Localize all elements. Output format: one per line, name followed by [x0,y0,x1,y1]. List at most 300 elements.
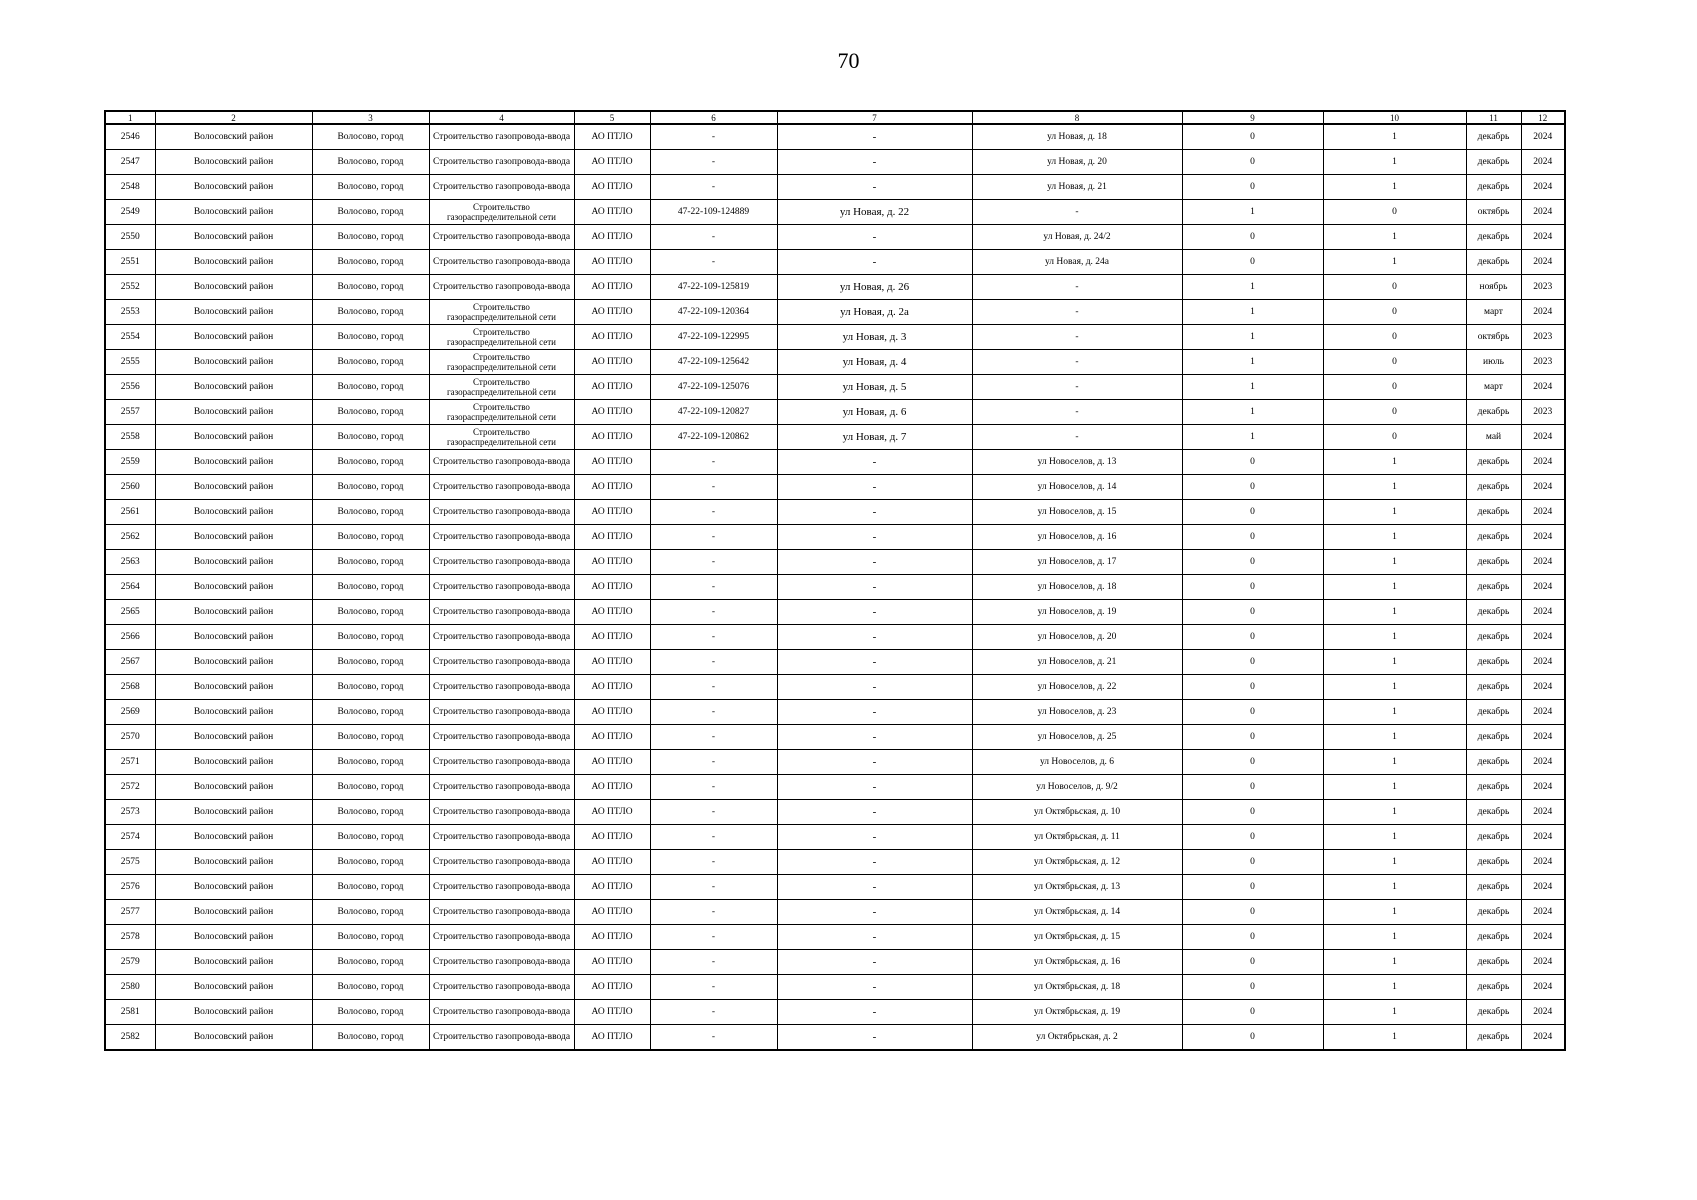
work-type-cell: Строительство газопровода-ввода [429,775,574,800]
district-cell: Волосовский район [155,425,312,450]
locality-cell: Волосово, город [312,525,429,550]
operator-cell: АО ПТЛО [574,500,650,525]
district-cell: Волосовский район [155,950,312,975]
object-address-cell: ул Новая, д. 5 [777,375,972,400]
work-type-cell: Строительство газораспределительной сети [429,375,574,400]
object-address-cell: - [777,1025,972,1051]
district-cell: Волосовский район [155,1000,312,1025]
month-cell: декабрь [1466,500,1521,525]
row-number-cell: 2573 [105,800,155,825]
permit-number-cell: - [650,1025,777,1051]
count-inputs-cell: 1 [1323,625,1466,650]
table-row [105,900,1565,925]
locality-cell: Волосово, город [312,200,429,225]
count-inputs-cell: 1 [1323,175,1466,200]
table-row [105,150,1565,175]
permit-number-cell: 47-22-109-120827 [650,400,777,425]
work-type-cell: Строительство газопровода-ввода [429,1025,574,1051]
object-address-cell: - [777,525,972,550]
input-address-cell: ул Октябрьская, д. 10 [972,800,1182,825]
operator-cell: АО ПТЛО [574,550,650,575]
operator-cell: АО ПТЛО [574,275,650,300]
input-address-cell: ул Новоселов, д. 22 [972,675,1182,700]
year-cell: 2024 [1521,925,1565,950]
permit-number-cell: - [650,675,777,700]
year-cell: 2024 [1521,550,1565,575]
operator-cell: АО ПТЛО [574,900,650,925]
month-cell: декабрь [1466,150,1521,175]
work-type-cell: Строительство газопровода-ввода [429,225,574,250]
row-number-cell: 2572 [105,775,155,800]
object-address-cell: ул Новая, д. 3 [777,325,972,350]
operator-cell: АО ПТЛО [574,225,650,250]
object-address-cell: - [777,550,972,575]
row-number-cell: 2575 [105,850,155,875]
locality-cell: Волосово, город [312,475,429,500]
work-type-cell: Строительство газораспределительной сети [429,400,574,425]
permit-number-cell: - [650,800,777,825]
count-inputs-cell: 0 [1323,325,1466,350]
operator-cell: АО ПТЛО [574,575,650,600]
locality-cell: Волосово, город [312,750,429,775]
input-address-cell: ул Новоселов, д. 25 [972,725,1182,750]
object-address-cell: - [777,250,972,275]
district-cell: Волосовский район [155,925,312,950]
count-network-cell: 1 [1182,325,1323,350]
district-cell: Волосовский район [155,700,312,725]
object-address-cell: - [777,450,972,475]
year-cell: 2024 [1521,475,1565,500]
table-row [105,675,1565,700]
input-address-cell: - [972,425,1182,450]
month-cell: декабрь [1466,700,1521,725]
month-cell: декабрь [1466,925,1521,950]
year-cell: 2024 [1521,375,1565,400]
input-address-cell: ул Октябрьская, д. 19 [972,1000,1182,1025]
table-row [105,425,1565,450]
table-row [105,850,1565,875]
district-cell: Волосовский район [155,250,312,275]
permit-number-cell: - [650,550,777,575]
count-network-cell: 1 [1182,275,1323,300]
col-header-7: 7 [777,111,972,124]
work-type-cell: Строительство газораспределительной сети [429,200,574,225]
district-cell: Волосовский район [155,150,312,175]
month-cell: декабрь [1466,875,1521,900]
table-row [105,350,1565,375]
object-address-cell: - [777,150,972,175]
permit-number-cell: 47-22-109-122995 [650,325,777,350]
count-network-cell: 0 [1182,600,1323,625]
row-number-cell: 2548 [105,175,155,200]
count-inputs-cell: 1 [1323,875,1466,900]
operator-cell: АО ПТЛО [574,350,650,375]
row-number-cell: 2568 [105,675,155,700]
work-type-cell: Строительство газораспределительной сети [429,300,574,325]
count-network-cell: 0 [1182,500,1323,525]
page-number: 70 [837,48,860,73]
count-network-cell: 1 [1182,375,1323,400]
year-cell: 2024 [1521,575,1565,600]
col-header-2: 2 [155,111,312,124]
input-address-cell: - [972,275,1182,300]
row-number-cell: 2564 [105,575,155,600]
row-number-cell: 2566 [105,625,155,650]
count-inputs-cell: 1 [1323,900,1466,925]
work-type-cell: Строительство газопровода-ввода [429,800,574,825]
year-cell: 2024 [1521,150,1565,175]
count-network-cell: 0 [1182,575,1323,600]
count-inputs-cell: 1 [1323,550,1466,575]
input-address-cell: ул Новоселов, д. 6 [972,750,1182,775]
input-address-cell: - [972,350,1182,375]
work-type-cell: Строительство газопровода-ввода [429,575,574,600]
object-address-cell: ул Новая, д. 26 [777,275,972,300]
row-number-cell: 2553 [105,300,155,325]
operator-cell: АО ПТЛО [574,475,650,500]
permit-number-cell: - [650,500,777,525]
count-network-cell: 0 [1182,800,1323,825]
work-type-cell: Строительство газопровода-ввода [429,950,574,975]
row-number-cell: 2581 [105,1000,155,1025]
work-type-cell: Строительство газопровода-ввода [429,275,574,300]
district-cell: Волосовский район [155,550,312,575]
table-row [105,800,1565,825]
permit-number-cell: - [650,700,777,725]
column-number-header-row [105,111,1565,124]
object-address-cell: - [777,950,972,975]
operator-cell: АО ПТЛО [574,425,650,450]
month-cell: декабрь [1466,175,1521,200]
count-inputs-cell: 1 [1323,600,1466,625]
row-number-cell: 2565 [105,600,155,625]
operator-cell: АО ПТЛО [574,525,650,550]
count-inputs-cell: 0 [1323,375,1466,400]
permit-number-cell: - [650,900,777,925]
count-network-cell: 0 [1182,950,1323,975]
count-inputs-cell: 1 [1323,975,1466,1000]
district-cell: Волосовский район [155,975,312,1000]
count-network-cell: 0 [1182,700,1323,725]
table-row [105,750,1565,775]
month-cell: декабрь [1466,1000,1521,1025]
table-row [105,250,1565,275]
month-cell: июль [1466,350,1521,375]
locality-cell: Волосово, город [312,900,429,925]
count-network-cell: 0 [1182,650,1323,675]
operator-cell: АО ПТЛО [574,725,650,750]
permit-number-cell: 47-22-109-120364 [650,300,777,325]
input-address-cell: ул Новая, д. 20 [972,150,1182,175]
locality-cell: Волосово, город [312,600,429,625]
district-cell: Волосовский район [155,175,312,200]
table-row [105,200,1565,225]
input-address-cell: ул Октябрьская, д. 15 [972,925,1182,950]
row-number-cell: 2547 [105,150,155,175]
row-number-cell: 2579 [105,950,155,975]
year-cell: 2024 [1521,425,1565,450]
register-table [104,110,1566,1051]
permit-number-cell: - [650,475,777,500]
permit-number-cell: - [650,950,777,975]
count-network-cell: 0 [1182,225,1323,250]
district-cell: Волосовский район [155,124,312,150]
count-network-cell: 0 [1182,450,1323,475]
row-number-cell: 2551 [105,250,155,275]
permit-number-cell: 47-22-109-125819 [650,275,777,300]
row-number-cell: 2570 [105,725,155,750]
permit-number-cell: - [650,450,777,475]
count-network-cell: 0 [1182,475,1323,500]
permit-number-cell: - [650,625,777,650]
permit-number-cell: 47-22-109-125076 [650,375,777,400]
count-network-cell: 0 [1182,775,1323,800]
row-number-cell: 2546 [105,124,155,150]
count-network-cell: 0 [1182,550,1323,575]
locality-cell: Волосово, город [312,625,429,650]
input-address-cell: ул Октябрьская, д. 13 [972,875,1182,900]
year-cell: 2024 [1521,775,1565,800]
year-cell: 2024 [1521,700,1565,725]
permit-number-cell: - [650,600,777,625]
count-network-cell: 0 [1182,250,1323,275]
object-address-cell: - [777,825,972,850]
locality-cell: Волосово, город [312,550,429,575]
operator-cell: АО ПТЛО [574,450,650,475]
object-address-cell: - [777,500,972,525]
object-address-cell: - [777,875,972,900]
table-row [105,400,1565,425]
object-address-cell: - [777,900,972,925]
work-type-cell: Строительство газораспределительной сети [429,425,574,450]
work-type-cell: Строительство газопровода-ввода [429,850,574,875]
count-inputs-cell: 1 [1323,225,1466,250]
input-address-cell: ул Новоселов, д. 13 [972,450,1182,475]
month-cell: декабрь [1466,850,1521,875]
count-inputs-cell: 1 [1323,1025,1466,1051]
year-cell: 2024 [1521,950,1565,975]
work-type-cell: Строительство газораспределительной сети [429,325,574,350]
row-number-cell: 2577 [105,900,155,925]
input-address-cell: ул Новая, д. 18 [972,124,1182,150]
district-cell: Волосовский район [155,275,312,300]
row-number-cell: 2582 [105,1025,155,1051]
year-cell: 2024 [1521,175,1565,200]
col-header-9: 9 [1182,111,1323,124]
locality-cell: Волосово, город [312,1025,429,1051]
permit-number-cell: - [650,875,777,900]
operator-cell: АО ПТЛО [574,200,650,225]
col-header-11: 11 [1466,111,1521,124]
object-address-cell: - [777,975,972,1000]
district-cell: Волосовский район [155,200,312,225]
year-cell: 2024 [1521,800,1565,825]
object-address-cell: - [777,925,972,950]
locality-cell: Волосово, город [312,650,429,675]
count-network-cell: 0 [1182,150,1323,175]
count-network-cell: 0 [1182,975,1323,1000]
table-row [105,475,1565,500]
count-inputs-cell: 1 [1323,525,1466,550]
year-cell: 2024 [1521,825,1565,850]
district-cell: Волосовский район [155,625,312,650]
table-row [105,375,1565,400]
district-cell: Волосовский район [155,375,312,400]
work-type-cell: Строительство газопровода-ввода [429,675,574,700]
work-type-cell: Строительство газораспределительной сети [429,350,574,375]
count-network-cell: 0 [1182,1000,1323,1025]
object-address-cell: - [777,600,972,625]
col-header-8: 8 [972,111,1182,124]
count-inputs-cell: 1 [1323,475,1466,500]
table-row [105,700,1565,725]
table-row [105,875,1565,900]
col-header-6: 6 [650,111,777,124]
locality-cell: Волосово, город [312,1000,429,1025]
object-address-cell: - [777,725,972,750]
input-address-cell: ул Новоселов, д. 14 [972,475,1182,500]
month-cell: декабрь [1466,625,1521,650]
input-address-cell: ул Октябрьская, д. 11 [972,825,1182,850]
locality-cell: Волосово, город [312,775,429,800]
count-inputs-cell: 1 [1323,250,1466,275]
operator-cell: АО ПТЛО [574,175,650,200]
permit-number-cell: - [650,975,777,1000]
work-type-cell: Строительство газопровода-ввода [429,900,574,925]
count-inputs-cell: 1 [1323,650,1466,675]
permit-number-cell: 47-22-109-124889 [650,200,777,225]
operator-cell: АО ПТЛО [574,325,650,350]
work-type-cell: Строительство газопровода-ввода [429,175,574,200]
year-cell: 2024 [1521,725,1565,750]
month-cell: декабрь [1466,400,1521,425]
table-row [105,550,1565,575]
row-number-cell: 2563 [105,550,155,575]
permit-number-cell: - [650,250,777,275]
month-cell: декабрь [1466,750,1521,775]
operator-cell: АО ПТЛО [574,825,650,850]
count-inputs-cell: 1 [1323,950,1466,975]
input-address-cell: - [972,200,1182,225]
locality-cell: Волосово, город [312,725,429,750]
input-address-cell: ул Новоселов, д. 23 [972,700,1182,725]
object-address-cell: ул Новая, д. 7 [777,425,972,450]
work-type-cell: Строительство газопровода-ввода [429,475,574,500]
input-address-cell: ул Новоселов, д. 16 [972,525,1182,550]
count-network-cell: 0 [1182,525,1323,550]
object-address-cell: ул Новая, д. 22 [777,200,972,225]
work-type-cell: Строительство газопровода-ввода [429,625,574,650]
operator-cell: АО ПТЛО [574,675,650,700]
operator-cell: АО ПТЛО [574,975,650,1000]
locality-cell: Волосово, город [312,425,429,450]
row-number-cell: 2552 [105,275,155,300]
year-cell: 2024 [1521,225,1565,250]
table-row [105,325,1565,350]
year-cell: 2024 [1521,1025,1565,1051]
year-cell: 2023 [1521,275,1565,300]
month-cell: декабрь [1466,650,1521,675]
permit-number-cell: 47-22-109-125642 [650,350,777,375]
col-header-1: 1 [105,111,155,124]
count-inputs-cell: 0 [1323,275,1466,300]
col-header-5: 5 [574,111,650,124]
month-cell: декабрь [1466,675,1521,700]
count-inputs-cell: 1 [1323,575,1466,600]
input-address-cell: ул Новоселов, д. 15 [972,500,1182,525]
object-address-cell: - [777,650,972,675]
table-row [105,600,1565,625]
input-address-cell: ул Новая, д. 24/2 [972,225,1182,250]
permit-number-cell: - [650,124,777,150]
district-cell: Волосовский район [155,300,312,325]
locality-cell: Волосово, город [312,875,429,900]
operator-cell: АО ПТЛО [574,775,650,800]
year-cell: 2024 [1521,250,1565,275]
work-type-cell: Строительство газопровода-ввода [429,250,574,275]
input-address-cell: ул Октябрьская, д. 16 [972,950,1182,975]
year-cell: 2024 [1521,675,1565,700]
row-number-cell: 2580 [105,975,155,1000]
table-row [105,625,1565,650]
work-type-cell: Строительство газопровода-ввода [429,700,574,725]
month-cell: декабрь [1466,124,1521,150]
input-address-cell: - [972,325,1182,350]
count-network-cell: 0 [1182,124,1323,150]
district-cell: Волосовский район [155,600,312,625]
locality-cell: Волосово, город [312,675,429,700]
work-type-cell: Строительство газопровода-ввода [429,725,574,750]
table-row [105,500,1565,525]
work-type-cell: Строительство газопровода-ввода [429,150,574,175]
input-address-cell: ул Новоселов, д. 18 [972,575,1182,600]
year-cell: 2024 [1521,850,1565,875]
row-number-cell: 2549 [105,200,155,225]
permit-number-cell: - [650,525,777,550]
object-address-cell: ул Новая, д. 2а [777,300,972,325]
input-address-cell: ул Новая, д. 21 [972,175,1182,200]
permit-number-cell: - [650,650,777,675]
count-inputs-cell: 1 [1323,675,1466,700]
count-network-cell: 1 [1182,300,1323,325]
table-row [105,825,1565,850]
work-type-cell: Строительство газопровода-ввода [429,600,574,625]
year-cell: 2024 [1521,1000,1565,1025]
year-cell: 2024 [1521,975,1565,1000]
permit-number-cell: 47-22-109-120862 [650,425,777,450]
month-cell: декабрь [1466,800,1521,825]
table-row [105,124,1565,150]
input-address-cell: - [972,375,1182,400]
row-number-cell: 2571 [105,750,155,775]
operator-cell: АО ПТЛО [574,925,650,950]
locality-cell: Волосово, город [312,300,429,325]
work-type-cell: Строительство газопровода-ввода [429,124,574,150]
locality-cell: Волосово, город [312,850,429,875]
table-row [105,450,1565,475]
district-cell: Волосовский район [155,650,312,675]
object-address-cell: - [777,800,972,825]
work-type-cell: Строительство газопровода-ввода [429,1000,574,1025]
input-address-cell: ул Октябрьская, д. 2 [972,1025,1182,1051]
work-type-cell: Строительство газопровода-ввода [429,975,574,1000]
count-network-cell: 0 [1182,750,1323,775]
year-cell: 2023 [1521,325,1565,350]
table-row [105,925,1565,950]
row-number-cell: 2550 [105,225,155,250]
month-cell: декабрь [1466,225,1521,250]
operator-cell: АО ПТЛО [574,250,650,275]
